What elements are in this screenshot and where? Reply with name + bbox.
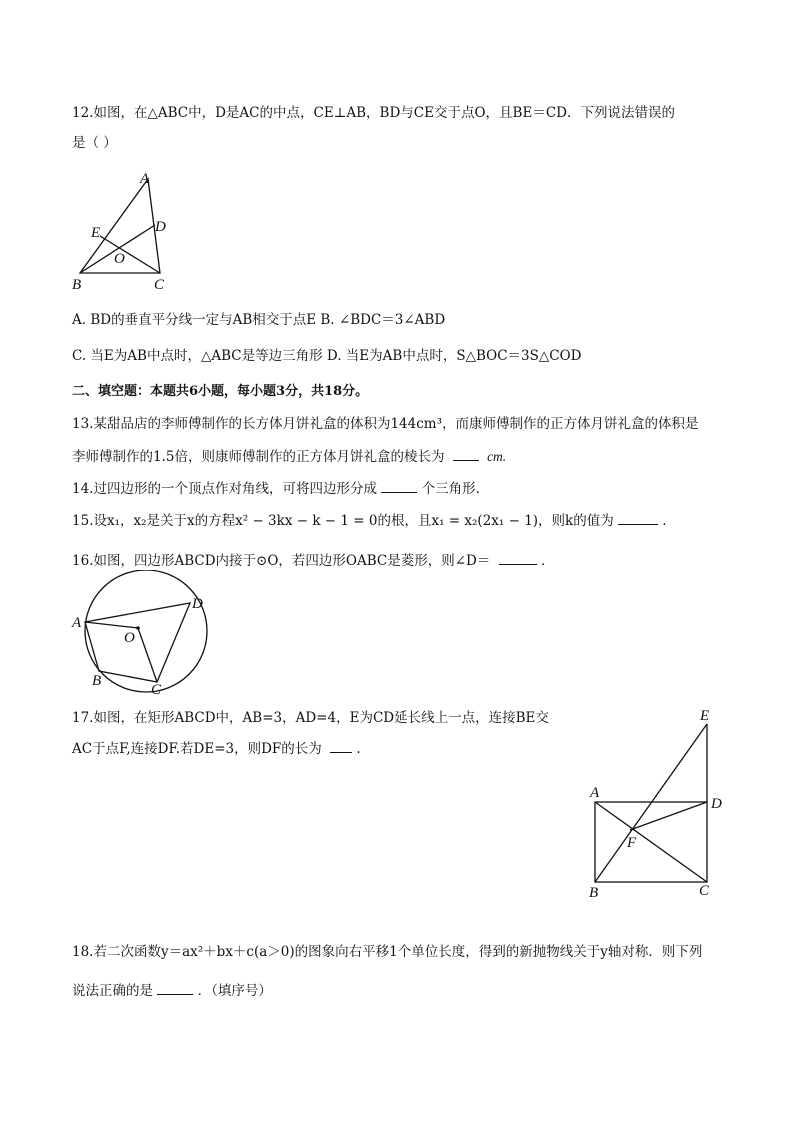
segment-ac — [595, 802, 707, 882]
q12-options-ab: A. BD的垂直平分线一定与AB相交于点E B. ∠BDC＝3∠ABD — [72, 312, 446, 328]
q15-text-after: ． — [662, 513, 676, 529]
q17-answer-blank[interactable] — [330, 738, 352, 753]
label-o: O — [114, 251, 125, 267]
q18-text-line2 — [72, 980, 272, 1001]
q13-text: 李师傅制作的1.5倍，则康师傅制作的正方体月饼礼盒的棱长为 — [72, 449, 445, 465]
q15-answer-blank[interactable] — [618, 510, 658, 525]
q13-answer-blank[interactable] — [453, 446, 479, 461]
q18-text-line1: 18.若二次函数y＝ax²＋bx＋c(a＞0)的图象向右平移1个单位长度，得到的新抛物线关于y轴对称．则下列 — [72, 944, 703, 960]
label-a: A — [140, 171, 150, 187]
q16-circle-figure — [62, 570, 222, 700]
q17-rectangle-figure — [580, 702, 750, 902]
q12-text-line1: 12.如图，在△ABC中，D是AC的中点，CE⊥AB，BD与CE交于点O，且BE＝CD．下列说法错误的 — [72, 105, 675, 121]
label-b: B — [589, 885, 599, 901]
q15-text-before: 15.设x₁，x₂是关于x的方程x² − 3kx − k − 1 = 0的根，且x₁ = x₂(2x₁ − 1)，则k的值为 — [72, 513, 614, 529]
label-a: A — [72, 615, 82, 631]
label-f: F — [627, 835, 637, 851]
q16-text-after: ． — [540, 553, 555, 569]
q17-text-after: . — [356, 741, 361, 757]
q15-text — [72, 510, 676, 531]
q18-answer-blank[interactable] — [157, 980, 193, 995]
q17-text: AC于点F,连接DF.若DE=3，则DF的长为 — [72, 741, 322, 757]
label-b: B — [92, 673, 102, 689]
segment-oa — [85, 622, 138, 628]
label-d: D — [711, 796, 722, 812]
q12-triangle-figure — [60, 165, 210, 295]
q14-text — [72, 478, 489, 499]
q14-text-after: 个三角形． — [421, 481, 490, 497]
section-title: 二、填空题：本题共6小题，每小题3分，共18分。 — [72, 384, 369, 399]
segment-be — [595, 724, 707, 882]
circle-o — [85, 570, 207, 692]
q13-unit: cm. — [487, 449, 507, 464]
label-b: B — [72, 277, 82, 293]
q17-text-line1: 17.如图，在矩形ABCD中，AB=3，AD=4，E为CD延长线上一点，连接BE交 — [72, 710, 549, 726]
label-a: A — [590, 785, 600, 801]
q14-answer-blank[interactable] — [381, 478, 417, 493]
label-e: E — [700, 708, 710, 724]
q13-text-line2 — [72, 446, 506, 467]
q16-answer-blank[interactable] — [499, 550, 537, 565]
q18-text-before: 说法正确的是 — [72, 983, 153, 999]
label-o: O — [124, 630, 135, 646]
segment-oc — [138, 628, 157, 682]
center-point-o — [136, 626, 140, 630]
label-c: C — [699, 883, 710, 899]
q16-text — [72, 550, 554, 571]
quadrilateral-abcd — [85, 603, 190, 682]
q16-text-before: 16.如图，四边形ABCD内接于⊙O，若四边形OABC是菱形，则∠D＝ — [72, 553, 491, 569]
label-c: C — [151, 682, 162, 698]
q18-text-after: ．（填序号） — [197, 983, 272, 999]
q14-text-before: 14.过四边形的一个顶点作对角线，可将四边形分成 — [72, 481, 377, 497]
q17-text-line2 — [72, 738, 361, 759]
q13-text-line1: 13.某甜品店的李师傅制作的长方体月饼礼盒的体积为144cm³，而康师傅制作的正方体月饼礼盒的体积是 — [72, 416, 699, 432]
q12-text-line2: 是（ ） — [72, 135, 117, 151]
label-c: C — [154, 277, 165, 293]
q12-options-cd: C. 当E为AB中点时，△ABC是等边三角形 D. 当E为AB中点时，S△BOC＝3S△COD — [72, 348, 582, 364]
label-d: D — [155, 219, 166, 235]
label-d: D — [192, 596, 203, 612]
label-e: E — [91, 225, 101, 241]
